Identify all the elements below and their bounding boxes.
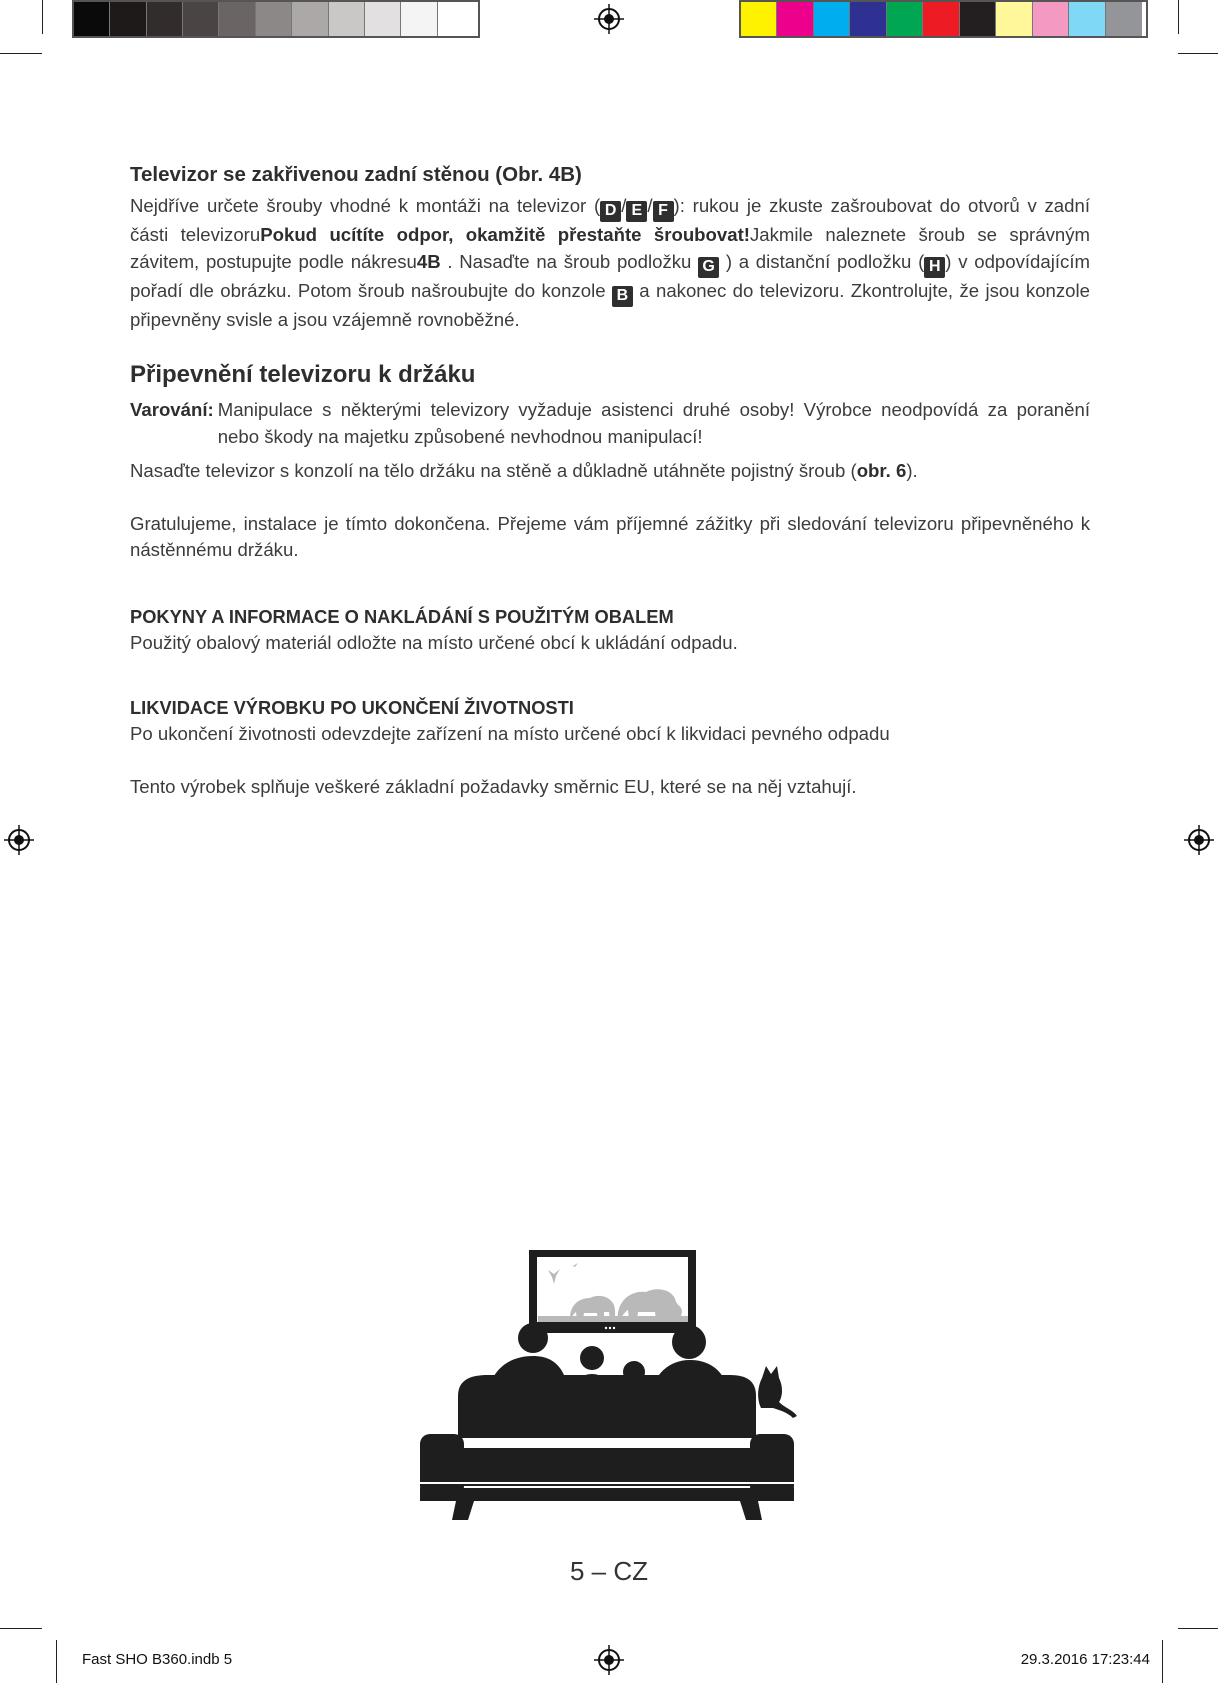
crop-mark <box>1178 53 1218 54</box>
crop-mark <box>0 1628 42 1629</box>
color-swatch <box>741 2 777 36</box>
registration-mark-icon <box>4 825 34 855</box>
registration-mark-icon <box>594 1645 624 1675</box>
color-swatch <box>996 2 1032 36</box>
gray-swatch <box>256 2 292 36</box>
label-box-g: G <box>698 257 719 278</box>
label-box-d: D <box>600 201 621 222</box>
gray-swatch <box>74 2 110 36</box>
warning-block <box>130 397 1090 450</box>
color-swatch <box>923 2 959 36</box>
warning-text: Manipulace s některými televizory vyžaduje asistenci druhé osoby! Výrobce neodpovídá za poranění nebo škody na majetku způsobené nevhodnou manipulací! <box>217 399 1090 447</box>
section-curved-back-tv <box>130 163 1090 333</box>
crop-mark <box>56 1640 57 1683</box>
warning-label: Varování: <box>130 399 214 420</box>
grayscale-calibration-bar <box>72 0 480 38</box>
gray-swatch <box>365 2 401 36</box>
gray-swatch <box>329 2 365 36</box>
section-paragraph: Po ukončení životnosti odevzdejte zařízení na místo určené obcí k likvidaci pevného odpadu <box>130 723 890 744</box>
section-title: POKYNY A INFORMACE O NAKLÁDÁNÍ S POUŽITÝM OBALEM <box>130 606 674 627</box>
footer-file-name: Fast SHO B360.indb 5 <box>82 1651 233 1668</box>
gray-swatch <box>219 2 255 36</box>
gray-swatch <box>401 2 437 36</box>
section-paragraph: Použitý obalový materiál odložte na místo určené obcí k ukládání odpadu. <box>130 632 738 653</box>
color-swatch <box>777 2 813 36</box>
color-swatch <box>887 2 923 36</box>
page-number: 5 – CZ <box>569 1556 649 1586</box>
label-box-b: B <box>612 286 633 307</box>
crop-mark <box>42 0 43 34</box>
gray-swatch <box>110 2 146 36</box>
gray-swatch <box>292 2 328 36</box>
registration-mark-icon <box>594 4 624 34</box>
congratulations-paragraph: Gratulujeme, instalace je tímto dokončena. Přejeme vám příjemné zážitky při sledování televizoru připevněného k nástěnnému držáku. <box>130 512 1090 560</box>
color-swatch <box>1033 2 1069 36</box>
crop-mark <box>0 53 42 54</box>
label-box-f: F <box>653 201 674 222</box>
color-swatch <box>850 2 886 36</box>
gray-swatch <box>183 2 219 36</box>
crop-mark <box>1178 0 1179 34</box>
label-box-e: E <box>626 201 647 222</box>
section-title: LIKVIDACE VÝROBKU PO UKONČENÍ ŽIVOTNOSTI <box>130 697 574 718</box>
crop-mark <box>1178 1628 1218 1629</box>
section-disposal <box>130 697 1090 800</box>
section-mounting-tv <box>130 361 1090 564</box>
color-swatch <box>1106 2 1142 36</box>
gray-swatch <box>147 2 183 36</box>
section-title: Televizor se zakřivenou zadní stěnou (Obr. 4B) <box>130 163 582 186</box>
crop-mark <box>1162 1640 1163 1683</box>
section-paragraph: Nasaďte televizor s konzolí na tělo držáku na stěně a důkladně utáhněte pojistný šroub (obr. 6). <box>130 460 918 481</box>
footer-timestamp: 29.3.2016 17:23:44 <box>1020 1651 1150 1668</box>
color-swatch <box>1069 2 1105 36</box>
gray-swatch <box>438 2 474 36</box>
section-title: Připevnění televizoru k držáku <box>130 361 476 388</box>
label-box-h: H <box>924 257 945 278</box>
color-swatch <box>960 2 996 36</box>
color-calibration-bar <box>739 0 1148 38</box>
color-swatch <box>814 2 850 36</box>
compliance-paragraph: Tento výrobek splňuje veškeré základní požadavky směrnic EU, které se na něj vztahují. <box>130 775 857 797</box>
section-packaging <box>130 606 1090 657</box>
family-watching-tv-illustration <box>418 1248 798 1523</box>
section-paragraph: Nejdříve určete šrouby vhodné k montáži na televizor ( D / E / F ): rukou je zkuste zašroubovat do otvorů v zadní části televizoruPokud ucítíte odpor, okamžitě přestaňte šroubovat!Jakmile naleznete šroub se správným závitem, postupujte podle nákresu4B . Nasaďte na šroub podložku G ) a distanční podložku ( H ) v odpovídajícím pořadí dle obrázku. Potom šroub našroubujte do konzole B a nakonec do televizoru. Zkontrolujte, že jsou konzole připevněny svisle a jsou vzájemně rovnoběžné. <box>130 195 1091 330</box>
registration-mark-icon <box>1184 825 1214 855</box>
